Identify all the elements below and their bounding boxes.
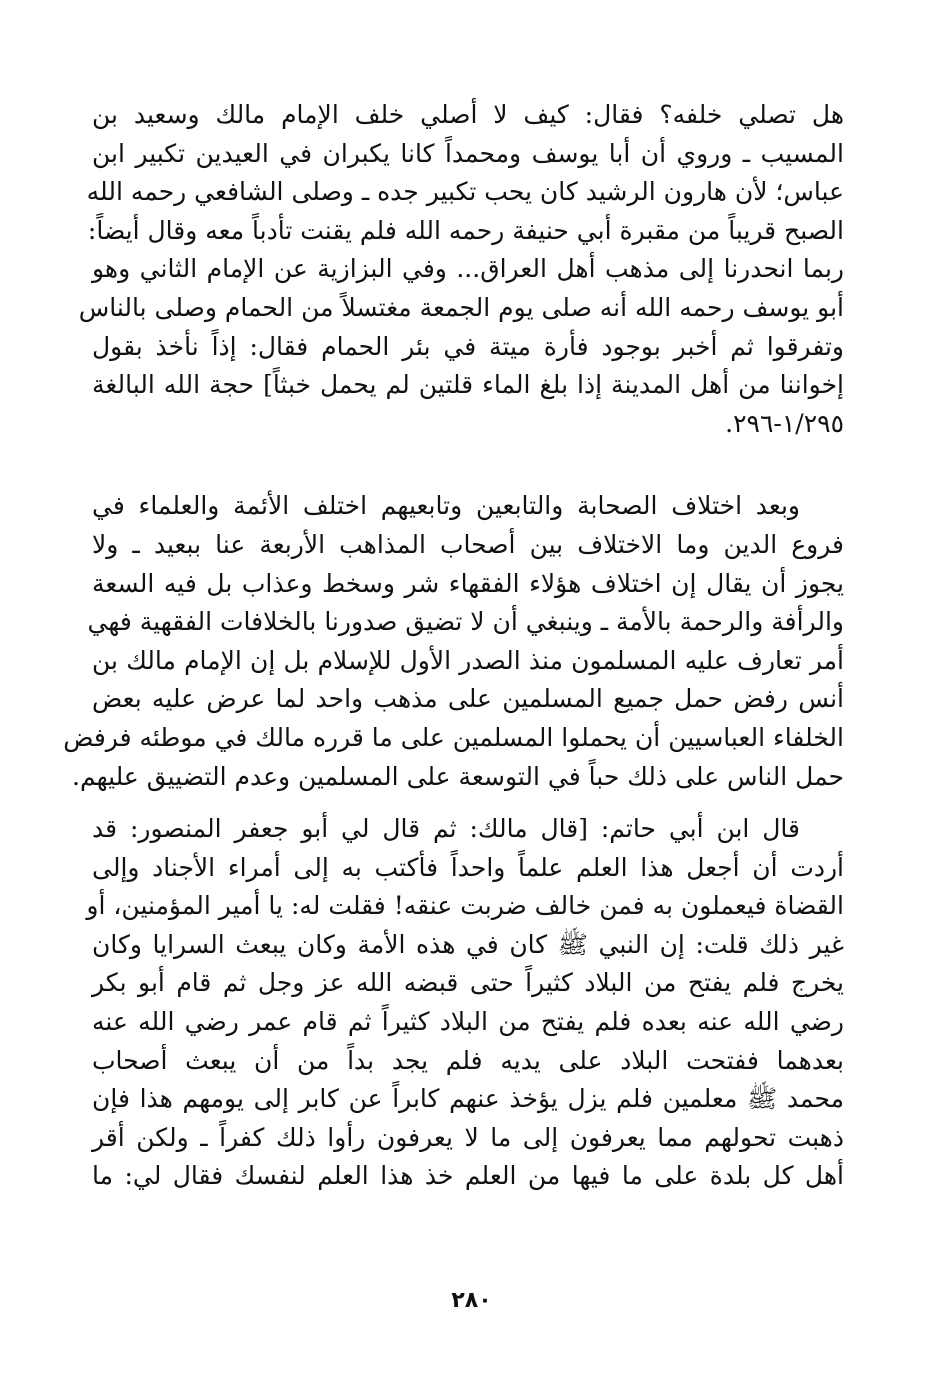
paragraph-3: [86, 810, 844, 1196]
text-line: هل تصلي خلفه؟ فقال: كيف لا أصلي خلف الإمام مالك وسعيد بن: [92, 100, 844, 129]
text-line: حمل الناس على ذلك حباً في التوسعة على المسلمين وعدم التضييق عليهم.: [72, 761, 844, 791]
text-line: أهل كل بلدة على ما فيها من العلم خذ هذا العلم لنفسك فقال لي: ما: [92, 1161, 844, 1191]
text-line: فروع الدين وما الاختلاف بين أصحاب المذاهب الأربعة عنا ببعيد ـ ولا: [92, 529, 844, 559]
text-line: محمد ﷺ معلمين فلم يزل يؤخذ عنهم كابراً عن كابر إلى يومهم هذا فإن: [92, 1084, 844, 1114]
text-line: وبعد اختلاف الصحابة والتابعين وتابعيهم اختلف الأئمة والعلماء في: [92, 491, 800, 521]
text-line: قال ابن أبي حاتم: [قال مالك: ثم قال لي أبو جعفر المنصور: قد: [92, 814, 800, 844]
text-line-citation: ١/٢٩٥-٢٩٦.: [725, 408, 844, 438]
page-body: [63, 96, 844, 1196]
text-line: المسيب ـ وروي أن أبا يوسف ومحمداً كانا يكبران في العيدين تكبير ابن: [92, 138, 844, 168]
text-line: القضاة فيعملون به فمن خالف ضربت عنقه! فقلت له: يا أمير المؤمنين، أو: [86, 891, 844, 921]
text-line: أردت أن أجعل هذا العلم علماً واحداً فأكتب به إلى أمراء الأجناد وإلى: [92, 852, 844, 882]
text-line: عباس؛ لأن هارون الرشيد كان يحب تكبير جده ـ وصلى الشافعي رحمه الله: [86, 177, 844, 207]
text-line: أنس رفض حمل جميع المسلمين على مذهب واحد لما عرض عليه بعض: [92, 684, 844, 714]
text-line: أبو يوسف رحمه الله أنه صلى يوم الجمعة مغتسلاً من الحمام وصلى بالناس: [78, 292, 844, 322]
text-line: بعدهما ففتحت البلاد على يديه فلم يجد بداً من أن يبعث أصحاب: [92, 1045, 844, 1075]
text-line: أمر تعارف عليه المسلمون منذ الصدر الأول للإسلام بل إن الإمام مالك بن: [92, 645, 844, 675]
page-number: ٢٨٠: [451, 1288, 492, 1313]
text-line: غير ذلك قلت: إن النبي ﷺ كان في هذه الأمة وكان يبعث السرايا وكان: [92, 929, 844, 959]
text-line: وتفرقوا ثم أخبر بوجود فأرة ميتة في بئر الحمام فقال: إذاً نأخذ بقول: [92, 331, 844, 361]
text-line: ذهبت تحولهم مما يعرفون إلى ما لا يعرفون رأوا ذلك كفراً ـ ولكن أقر: [92, 1122, 844, 1152]
text-line: ربما انحدرنا إلى مذهب أهل العراق... وفي البزازية عن الإمام الثاني وهو: [92, 254, 844, 284]
text-line: الخلفاء العباسيين أن يحملوا المسلمين على ما قرره مالك في موطئه فرفض: [63, 722, 844, 752]
text-line: والرأفة والرحمة بالأمة ـ وينبغي أن لا تضيق صدورنا بالخلافات الفقهية فهي: [87, 607, 844, 637]
text-line: الصبح قريباً من مقبرة أبي حنيفة رحمه الله فلم يقنت تأدباً معه وقال أيضاً:: [87, 215, 844, 245]
text-line: يجوز أن يقال إن اختلاف هؤلاء الفقهاء شر وسخط وعذاب بل فيه السعة: [92, 568, 844, 598]
text-line: رضي الله عنه بعده فلم يفتح من البلاد كثيراً ثم قام عمر رضي الله عنه: [92, 1007, 844, 1037]
paragraph-1: [78, 96, 844, 443]
text-line: يخرج فلم يفتح من البلاد كثيراً حتى قبضه الله عز وجل ثم قام أبو بكر: [92, 968, 844, 998]
text-line: إخواننا من أهل المدينة إذا بلغ الماء قلتين لم يحمل خبثاً] حجة الله البالغة: [92, 370, 844, 400]
paragraph-2: [63, 487, 844, 796]
